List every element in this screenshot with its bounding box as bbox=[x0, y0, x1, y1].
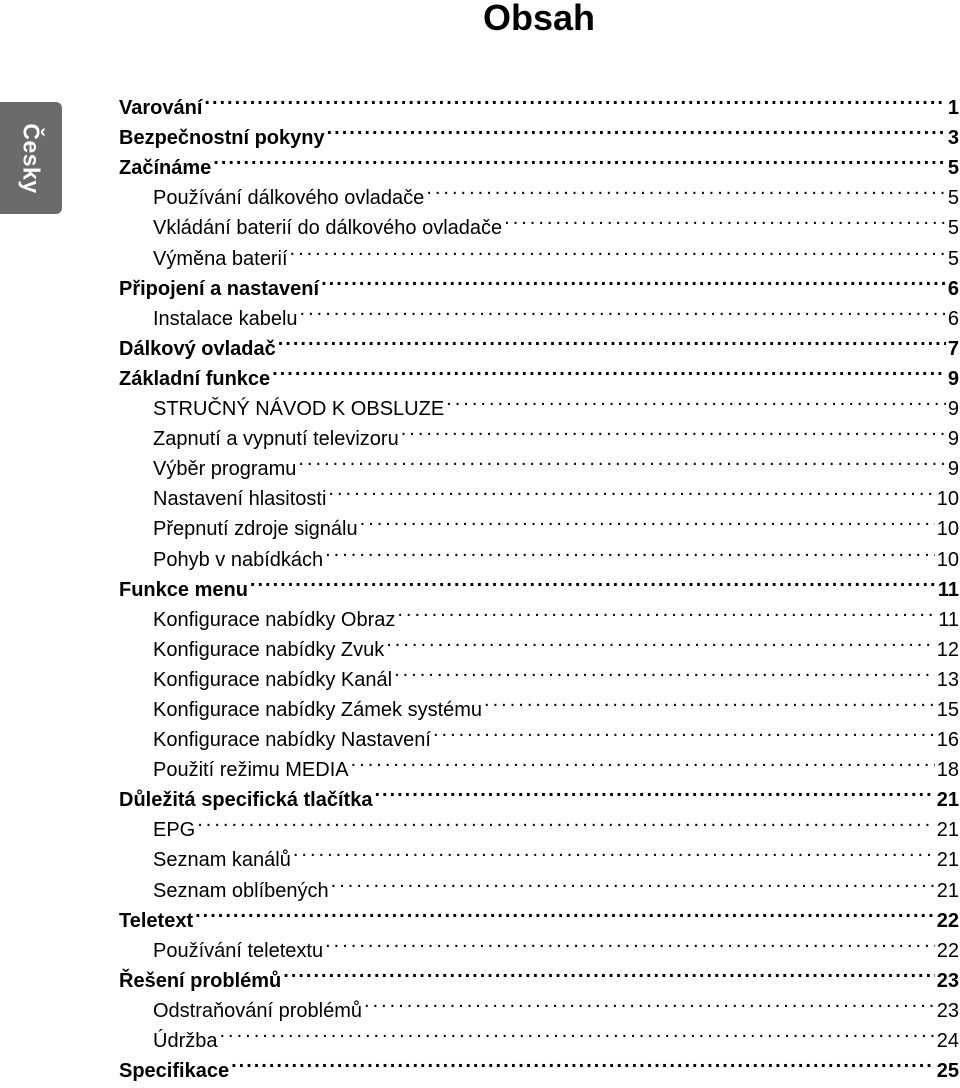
toc-entry-page: 6 bbox=[947, 277, 959, 300]
toc-dot-leader bbox=[293, 836, 935, 866]
toc-entry-page: 5 bbox=[947, 187, 959, 210]
toc-entry-page: 21 bbox=[936, 789, 959, 812]
toc-entry-label: EPG bbox=[153, 819, 196, 842]
toc-entry[interactable] bbox=[119, 1047, 959, 1083]
toc-dot-leader bbox=[195, 897, 935, 927]
toc-entry[interactable] bbox=[119, 897, 959, 932]
toc-dot-leader bbox=[272, 355, 946, 385]
toc-dot-leader bbox=[374, 776, 934, 806]
toc-entry-label: Instalace kabelu bbox=[153, 307, 298, 330]
toc-dot-leader bbox=[204, 84, 945, 114]
toc-entry-page: 13 bbox=[936, 668, 959, 691]
toc-dot-leader bbox=[219, 1017, 934, 1047]
toc-dot-leader bbox=[426, 174, 946, 204]
toc-dot-leader bbox=[231, 1047, 935, 1077]
toc-entry-page: 10 bbox=[936, 548, 959, 571]
toc-dot-leader bbox=[325, 927, 935, 957]
toc-entry-page: 23 bbox=[936, 969, 959, 992]
toc-entry-page: 24 bbox=[936, 1030, 959, 1052]
toc-dot-leader bbox=[394, 656, 935, 686]
toc-entry-page: 25 bbox=[936, 1060, 959, 1083]
toc-entry-page: 21 bbox=[936, 819, 959, 842]
toc-entry-page: 11 bbox=[937, 578, 959, 601]
toc-entry-label: Používání teletextu bbox=[153, 939, 324, 962]
toc-entry-label: Použití režimu MEDIA bbox=[153, 759, 349, 782]
toc-entry-label: Zapnutí a vypnutí televizoru bbox=[153, 428, 399, 451]
toc-entry-label: Řešení problémů bbox=[119, 969, 282, 992]
toc-entry-label: Seznam oblíbených bbox=[153, 879, 329, 902]
toc-entry-label: Vkládání baterií do dálkového ovladače bbox=[153, 217, 503, 240]
toc-entry-label: Začínáme bbox=[119, 157, 212, 180]
toc-entry-page: 5 bbox=[947, 157, 959, 180]
toc-entry-page: 6 bbox=[947, 307, 959, 330]
page-title: Obsah bbox=[482, 0, 596, 38]
toc-entry-label: Konfigurace nabídky Zvuk bbox=[153, 638, 385, 661]
toc-entry-label: Dálkový ovladač bbox=[119, 337, 276, 360]
toc-entry[interactable] bbox=[119, 836, 959, 872]
toc-entry-label: Teletext bbox=[119, 909, 194, 932]
toc-entry-label: Konfigurace nabídky Kanál bbox=[153, 668, 393, 691]
toc-dot-leader bbox=[197, 806, 935, 836]
toc-dot-leader bbox=[328, 475, 934, 505]
toc-entry-label: Pohyb v nabídkách bbox=[153, 548, 324, 571]
toc-entry-page: 9 bbox=[947, 398, 959, 421]
toc-entry-label: Údržba bbox=[153, 1030, 218, 1052]
toc-entry-page: 10 bbox=[936, 488, 959, 511]
toc-dot-leader bbox=[446, 385, 946, 415]
toc-dot-leader bbox=[250, 566, 936, 596]
toc-entry-label: Konfigurace nabídky Obraz bbox=[153, 608, 396, 631]
toc-dot-leader bbox=[401, 415, 946, 445]
toc-entry-label: Používání dálkového ovladače bbox=[153, 187, 425, 210]
toc-entry-label: Varování bbox=[119, 97, 203, 120]
toc-entry[interactable] bbox=[119, 927, 959, 962]
toc-entry-label: Konfigurace nabídky Zámek systému bbox=[153, 698, 483, 721]
toc-entry-label: Důležitá specifická tlačítka bbox=[119, 789, 373, 812]
toc-entry-page: 5 bbox=[947, 217, 959, 240]
toc-dot-leader bbox=[300, 295, 946, 325]
toc-entry-label: Bezpečnostní pokyny bbox=[119, 127, 325, 150]
toc-dot-leader bbox=[325, 535, 935, 565]
toc-entry[interactable] bbox=[119, 144, 959, 180]
toc-dot-leader bbox=[484, 686, 935, 716]
toc-entry-page: 3 bbox=[947, 127, 959, 150]
toc-entry-label: Přepnutí zdroje signálu bbox=[153, 518, 358, 541]
toc-dot-leader bbox=[397, 596, 936, 626]
toc-entry-page: 1 bbox=[947, 97, 959, 120]
toc-entry[interactable] bbox=[119, 84, 959, 120]
toc-entry-label: Odstraňování problémů bbox=[153, 999, 363, 1022]
toc-entry-label: Výměna baterií bbox=[153, 247, 288, 270]
toc-entry-page: 7 bbox=[947, 337, 959, 360]
toc-entry-page: 21 bbox=[936, 849, 959, 872]
toc-entry-page: 9 bbox=[947, 428, 959, 451]
toc-dot-leader bbox=[213, 144, 946, 174]
toc-entry-label: Seznam kanálů bbox=[153, 849, 291, 872]
toc-entry-label: Konfigurace nabídky Nastavení bbox=[153, 729, 431, 752]
toc-entry-page: 23 bbox=[936, 999, 959, 1022]
language-tab-label: Česky bbox=[18, 122, 45, 194]
toc-entry-page: 9 bbox=[947, 458, 959, 481]
toc-entry-label: Specifikace bbox=[119, 1060, 230, 1083]
toc-dot-leader bbox=[278, 325, 946, 355]
toc-entry-label: Připojení a nastavení bbox=[119, 277, 320, 300]
toc-dot-leader bbox=[351, 746, 935, 776]
toc-entry-page: 11 bbox=[938, 608, 959, 631]
toc-entry-label: Nastavení hlasitosti bbox=[153, 488, 327, 511]
toc-dot-leader bbox=[433, 716, 935, 746]
toc-entry[interactable] bbox=[119, 806, 959, 842]
toc-entry-page: 12 bbox=[936, 638, 959, 661]
toc-entry[interactable] bbox=[119, 1017, 959, 1052]
toc-dot-leader bbox=[290, 234, 946, 264]
toc-entry-label: STRUČNÝ NÁVOD K OBSLUZE bbox=[153, 398, 445, 421]
toc-dot-leader bbox=[327, 114, 946, 144]
toc-dot-leader bbox=[331, 866, 935, 896]
toc-entry-page: 21 bbox=[936, 879, 959, 902]
toc-entry-label: Funkce menu bbox=[119, 578, 248, 601]
toc-dot-leader bbox=[321, 265, 946, 295]
toc-entry-page: 22 bbox=[936, 909, 959, 932]
toc-entry[interactable] bbox=[119, 174, 959, 210]
toc-dot-leader bbox=[386, 626, 935, 656]
toc-dot-leader bbox=[283, 957, 934, 987]
toc-entry-page: 10 bbox=[936, 518, 959, 541]
toc-entry-page: 18 bbox=[936, 759, 959, 782]
language-tab bbox=[0, 102, 62, 214]
toc-entry-label: Výběr programu bbox=[153, 458, 297, 481]
toc-entry-page: 9 bbox=[947, 367, 959, 390]
toc-entry-page: 16 bbox=[936, 729, 959, 752]
toc-dot-leader bbox=[360, 505, 935, 535]
toc-dot-leader bbox=[298, 445, 945, 475]
toc-entry-page: 15 bbox=[936, 698, 959, 721]
toc-dot-leader bbox=[364, 987, 935, 1017]
toc-entry[interactable] bbox=[119, 114, 959, 150]
toc-entry-page: 5 bbox=[947, 247, 959, 270]
toc-dot-leader bbox=[504, 204, 946, 234]
toc-entry-label: Základní funkce bbox=[119, 367, 271, 390]
table-of-contents bbox=[119, 84, 959, 1083]
toc-entry-page: 22 bbox=[936, 939, 959, 962]
